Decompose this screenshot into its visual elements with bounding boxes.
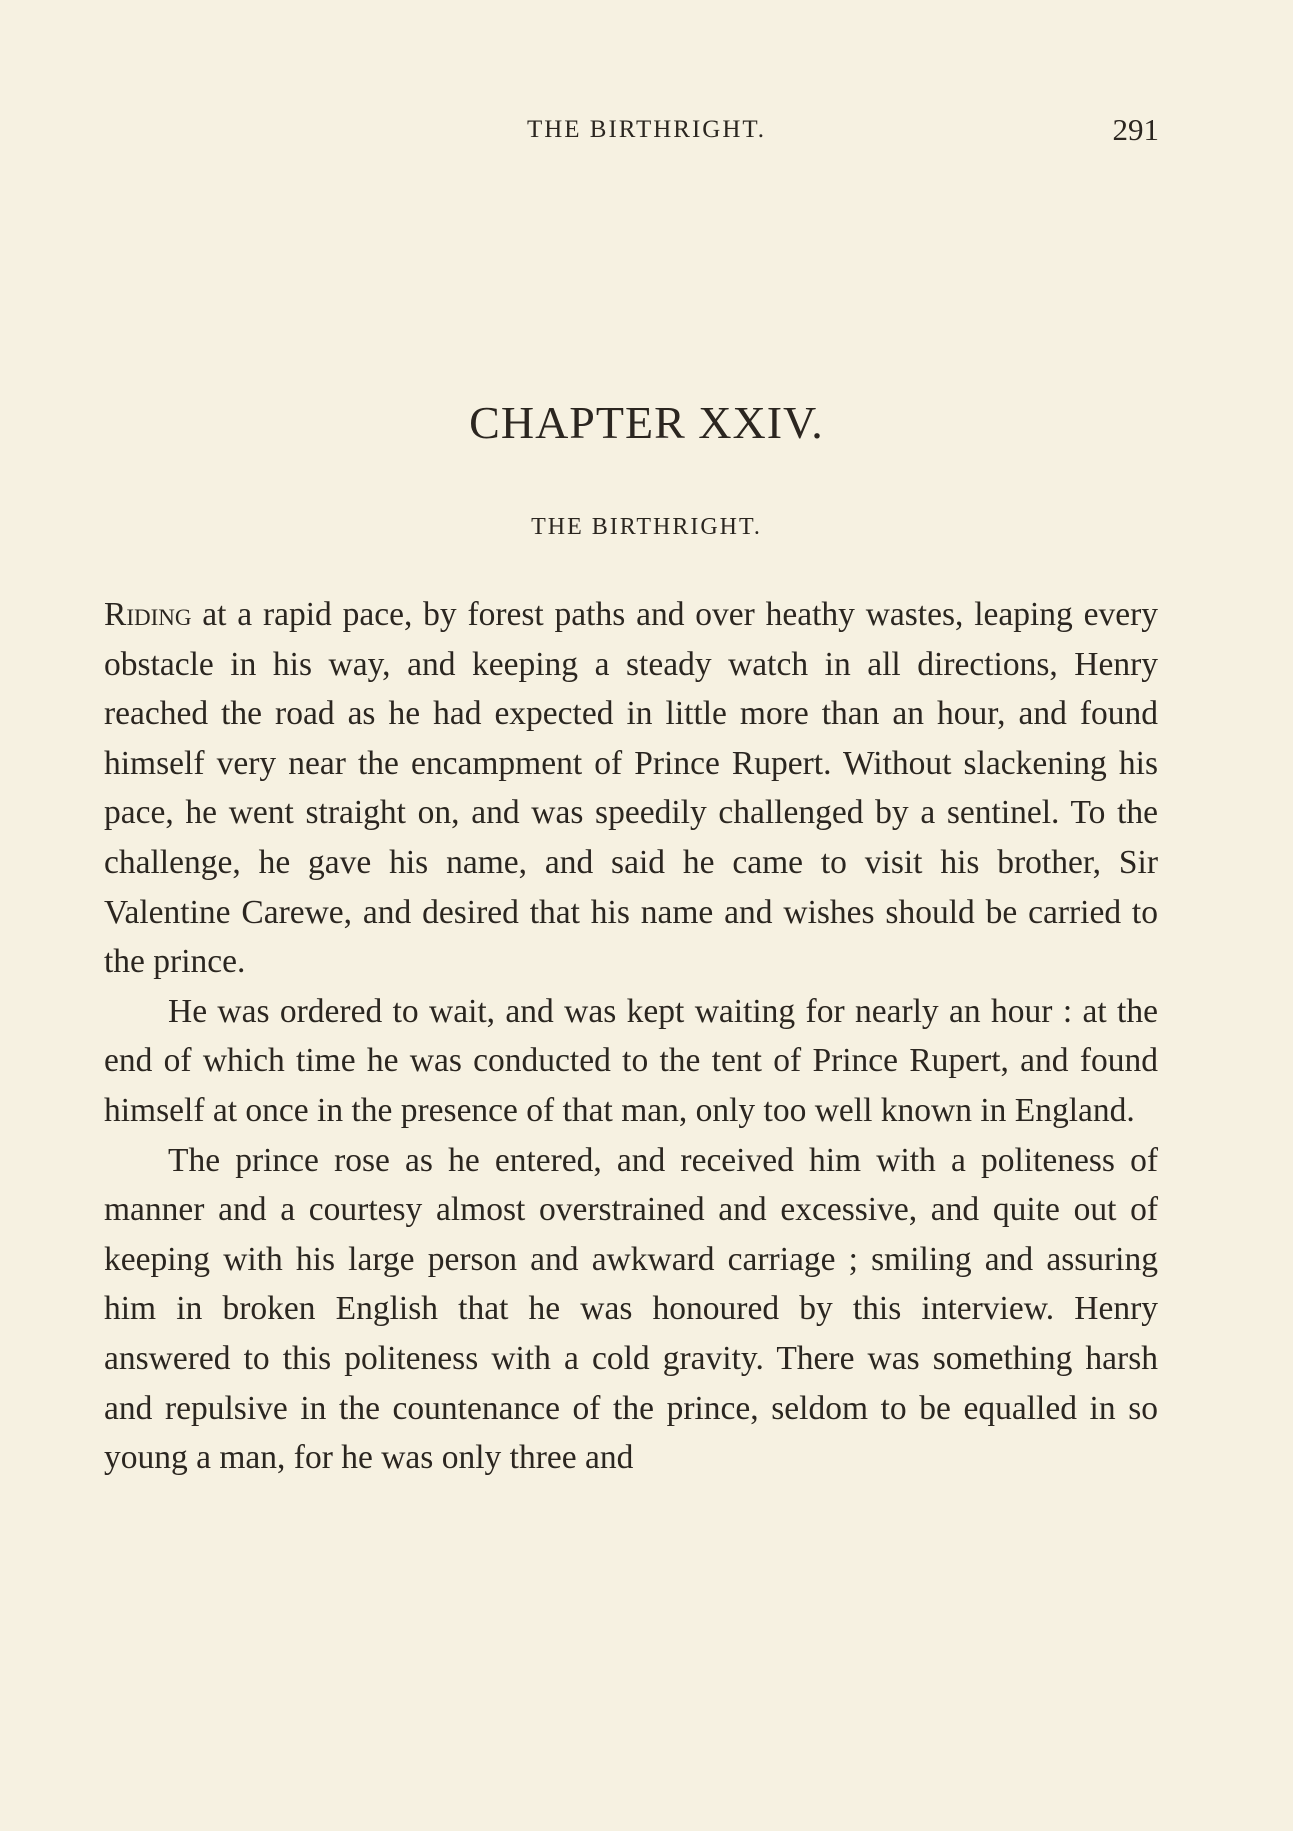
body-text [104,590,1158,1483]
paragraph-1-text: at a rapid pace, by forest paths and over heathy wastes, leaping every obstacle in his way, and keeping a steady watch in all directions, Henry reached the road as he had expected in little more than an hour, and found himself very near the encampment of Prince Rupert. Without slackening his pace, he went straight on, and was speedily challenged by a sentinel. To the challenge, he gave his name, and said he came to visit his brother, Sir Valentine Carewe, and desired that his name and wishes should be carried to the prince. [104,596,1158,981]
paragraph-3: The prince rose as he entered, and received him with a politeness of manner and a courtesy almost overstrained and excessive, and quite out of keeping with his large person and awkward carriage ; smiling and assuring him in broken English that he was honoured by this interview. Henry answered to this politeness with a cold gravity. There was something harsh and repulsive in the countenance of the prince, seldom to be equalled in so young a man, for he was only three and [104,1141,1158,1477]
chapter-heading: CHAPTER XXIV. [469,397,824,448]
chapter-subtitle: THE BIRTHRIGHT. [531,514,762,540]
page-number: 291 [1112,112,1159,147]
running-head-title: THE BIRTHRIGHT. [526,116,767,143]
paragraph-2: He was ordered to wait, and was kept waiting for nearly an hour : at the end of which time he was conducted to the tent of Prince Rupert, and found himself at once in the presence of that man, only too well known in England. [104,992,1158,1129]
paragraph-1 [104,590,1158,987]
lead-word: Riding [104,596,192,633]
running-head [0,112,1293,152]
